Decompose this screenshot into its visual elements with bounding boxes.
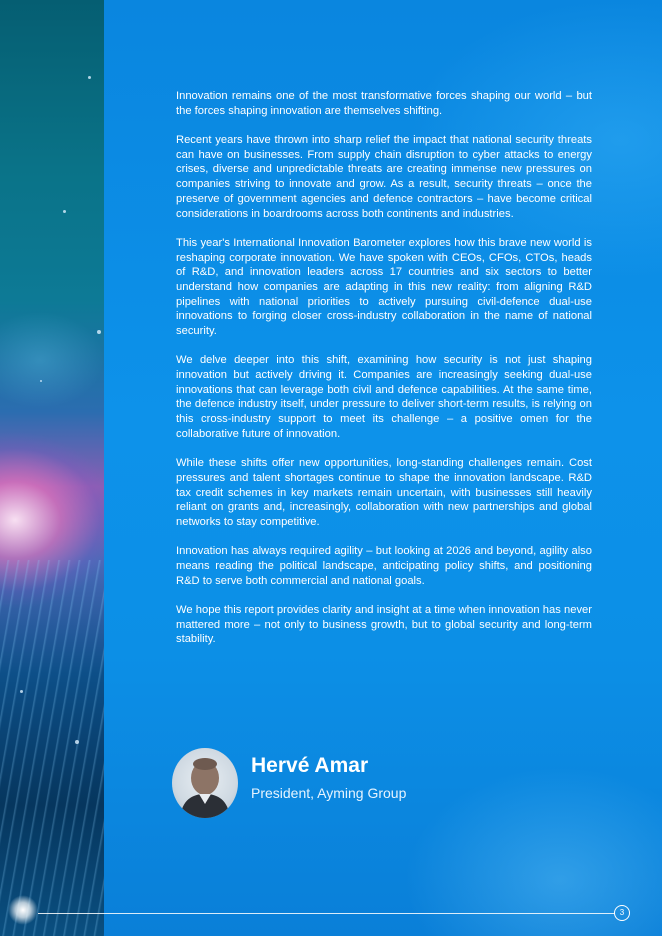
light-streaks — [0, 560, 104, 936]
paragraph: We delve deeper into this shift, examining how security is not just shaping innovation but actively driving it. Companies are increasingly seeking dual-use innovations that can leverage both civil and defence capabilities. At the same time, the defence industry itself, under pressure to deliver short-term results, is relying on this cross-industry support to meet its challenge – a positive omen for the collaborative future of innovation. — [176, 354, 592, 440]
page-number: 3 — [614, 905, 630, 921]
decorative-image-panel — [0, 0, 104, 936]
paragraph: Recent years have thrown into sharp relief the impact that national security threats can have on businesses. From supply chain disruption to cyber attacks to energy crises, diverse and unpredictable threats are creating immense new pressures on companies striving to innovate and grow. As a result, security threats – once the preserve of government agencies and defence contractors – have become critical considerations in boardrooms across both continents and industries. — [176, 134, 592, 220]
paragraph: Innovation has always required agility – but looking at 2026 and beyond, agility also means reading the political landscape, anticipating policy shifts, and positioning R&D to serve both commercial and national goals. — [176, 545, 592, 587]
light-flare — [8, 895, 38, 925]
paragraph: Innovation remains one of the most transformative forces shaping our world – but the forces shaping innovation are themselves shifting. — [176, 90, 592, 117]
paragraph: We hope this report provides clarity and insight at a time when innovation has never mattered more – not only to business growth, but to global security and long-term stability. — [176, 603, 592, 646]
signatory-name: Hervé Amar — [251, 754, 369, 777]
paragraph: While these shifts offer new opportunities, long-standing challenges remain. Cost pressures and talent shortages continue to shape the innovation landscape. R&D tax credit schemes in key markets remain uncertain, with businesses still heavily reliant on grants and, increasingly, collaboration with new partnerships and global networks to stay competitive. — [176, 457, 592, 528]
sparkle — [63, 210, 66, 213]
sparkle — [75, 740, 79, 744]
signature-block — [172, 748, 472, 820]
footer-divider — [38, 913, 615, 914]
sparkle — [88, 76, 91, 79]
foreword-text — [176, 89, 592, 662]
sparkle — [20, 690, 23, 693]
paragraph: This year's International Innovation Barometer explores how this brave new world is reshaping corporate innovation. We have spoken with CEOs, CFOs, CTOs, heads of R&D, and innovation leaders across 17 countries and six sectors to better understand how companies are adapting in this new reality: from aligning R&D pipelines with national priorities to actively pursuing civil-defence dual-use innovations to forging closer cross-industry collaboration in the name of national security. — [176, 236, 592, 338]
avatar — [172, 748, 238, 818]
sparkle — [40, 380, 42, 382]
signatory-title: President, Ayming Group — [251, 785, 407, 801]
sparkle — [97, 330, 101, 334]
portrait-photo-icon — [172, 748, 238, 818]
